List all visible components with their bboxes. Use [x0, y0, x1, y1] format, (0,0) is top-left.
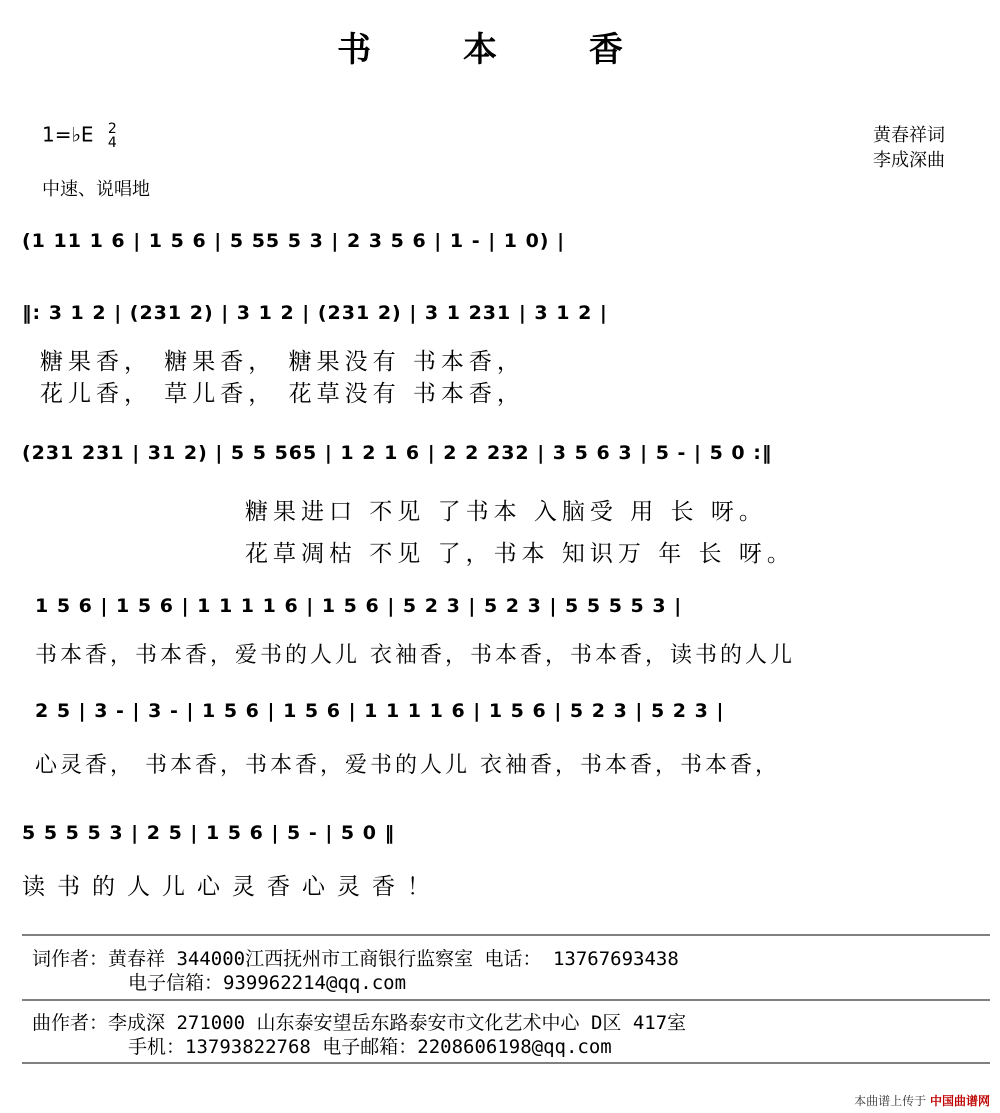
lyric-row-5: 心灵香， 书本香，书本香，爱书的人儿 衣袖香，书本香，书本香，: [35, 753, 780, 778]
lyricist-credit: 黄春祥词: [873, 125, 945, 146]
lyric-row-2-verse-2: 花儿香， 草儿香， 花草没有 书本香，: [40, 381, 525, 407]
lyric-row-4: 书本香，书本香，爱书的人儿 衣袖香，书本香，书本香，读书的人儿: [35, 643, 795, 668]
credit-prefix: 本曲谱上传于: [854, 1094, 927, 1108]
page-title: 书 本 香: [337, 30, 663, 70]
key-label: 1=♭E: [42, 122, 94, 147]
lyric-row-2-verse-1: 糖果香， 糖果香， 糖果没有 书本香，: [40, 349, 525, 375]
tempo-marking: 中速、说唱地: [42, 179, 150, 200]
upload-credit: [854, 1092, 990, 1109]
score-row-1: (1 11 1 6 | 1 5 6 | 5 55 5 3 | 2 3 5 6 | 1 - | 1 0) |: [22, 230, 566, 252]
composer-credit: 李成深曲: [873, 150, 945, 171]
footer-lyricist-line-2: 电子信箱：939962214@qq.com: [128, 972, 407, 994]
footer-composer-line-1: 曲作者：李成深 271000 山东泰安望岳东路泰安市文化艺术中心 D区 417室: [32, 1012, 687, 1034]
time-top: 2: [107, 121, 117, 137]
credit-brand: 中国曲谱网: [929, 1094, 990, 1108]
score-row-5: 2 5 | 3 - | 3 - | 1 5 6 | 1 5 6 | 1 1 1 1 6 | 1 5 6 | 5 2 3 | 5 2 3 |: [35, 700, 725, 722]
score-row-2: ‖: 3 1 2 | (231 2) | 3 1 2 | (231 2) | 3 1 231 | 3 1 2 |: [22, 302, 608, 324]
score-row-4: 1 5 6 | 1 5 6 | 1 1 1 1 6 | 1 5 6 | 5 2 3 | 5 2 3 | 5 5 5 5 3 |: [35, 595, 683, 617]
lyric-row-6: 读书的人儿心灵香心灵香！: [22, 874, 442, 900]
footer-lyricist-line-1: 词作者：黄春祥 344000江西抚州市工商银行监察室 电话： 13767693438: [32, 948, 679, 970]
score-row-3: (231 231 | 31 2) | 5 5 565 | 1 2 1 6 | 2 2 232 | 3 5 6 3 | 5 - | 5 0 :‖: [22, 442, 773, 464]
lyric-row-3-verse-1: 糖果进口 不见 了书本 入脑受 用 长 呀。: [245, 499, 767, 525]
time-bottom: 4: [107, 135, 117, 151]
lyric-row-3-verse-2: 花草凋枯 不见 了，书本 知识万 年 长 呀。: [245, 541, 795, 567]
footer-composer-line-2: 手机：13793822768 电子邮箱：2208606198@qq.com: [128, 1036, 612, 1058]
score-row-6: 5 5 5 5 3 | 2 5 | 1 5 6 | 5 - | 5 0 ‖: [22, 822, 396, 844]
